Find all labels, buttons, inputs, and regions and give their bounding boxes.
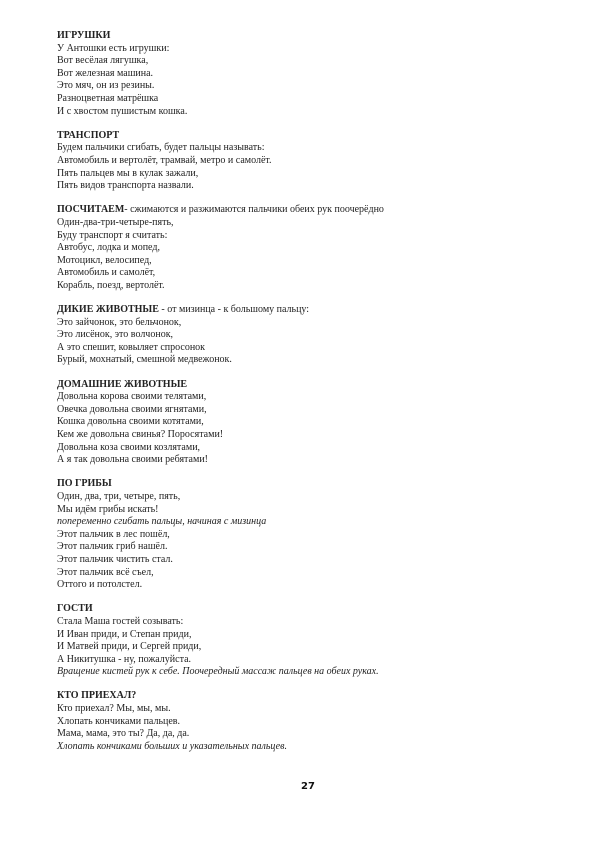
verse-line: Довольна корова своими телятами, [57,391,207,403]
verse-line: Это лисёнок, это волчонок, [57,329,174,341]
verse-line: Овечка довольна своими ягнятами, [57,403,207,415]
rhyme-section [57,379,557,467]
verse-line: Мама, мама, это ты? Да, да, да. [57,728,190,740]
verse-line: Пять видов транспорта назвали. [57,180,194,192]
section-heading: ДИКИЕ ЖИВОТНЫЕ [57,304,159,316]
verse-line: Кем же довольна свинья? Поросятами! [57,429,224,440]
section-title-line [57,30,557,43]
verse-line: Это зайчонок, это бельчонок, [57,316,182,328]
section-title-line [57,478,557,491]
section-heading: ТРАНСПОРТ [57,129,120,141]
instruction-line: Хлопать кончиками больших и указательных пальцев. [57,740,287,752]
verse-line: Один, два, три, четыре, пять, [57,490,181,502]
verse-line: Этот пальчик чистить стал. [57,553,173,565]
verse-line: Пять пальцев мы в кулак зажали, [57,167,199,179]
rhyme-section [57,304,557,367]
verse-line: Автобус, лодка и мопед, [57,242,160,254]
section-title-line [57,130,557,143]
verse-line: Автомобиль и вертолёт, трамвай, метро и самолёт. [57,154,272,166]
section-title-line [57,204,557,217]
rhyme-section [57,478,557,591]
rhyme-section [57,690,557,753]
rhyme-section [57,130,557,193]
verse-line: Этот пальчик в лес пошёл, [57,528,170,540]
verse-line: Бурый, мохнатый, смешной медвежонок. [57,354,232,366]
section-heading: ПОСЧИТАЕМ [57,204,125,216]
verse-line: Кто приехал? Мы, мы, мы. [57,703,171,715]
section-heading: ИГРУШКИ [57,30,111,41]
verse-line: Довольна коза своими козлятами, [57,441,201,453]
section-title-line [57,304,557,317]
verse-line: А Никитушка - ну, пожалуйста. [57,653,192,665]
instruction-line: Вращение кистей рук к себе. Поочередный массаж пальцев на обеих руках. [57,666,379,678]
verse-line: Будем пальчики сгибать, будет пальцы называть: [57,142,265,154]
page-number: 27 [301,781,315,792]
rhyme-section [57,603,557,679]
section-title-line [57,690,557,703]
verse-line: Это мяч, он из резины. [57,80,155,92]
verse-line: Автомобиль и самолёт, [57,267,156,279]
verse-line: Оттого и потолстел. [57,579,143,591]
verse-line: Мы идём грибы искать! [57,503,159,515]
verse-line: Один-два-три-четыре-пять, [57,216,174,228]
verse-line: И с хвостом пушистым кошка. [57,105,188,117]
verse-line: Этот пальчик всё съел, [57,566,154,578]
section-instruction: - от мизинца - к большому пальцу: [158,304,310,316]
verse-line: Вот железная машина. [57,67,154,79]
rhyme-section [57,30,557,118]
verse-line: Буду транспорт я считать: [57,229,168,241]
document-page [57,30,557,765]
verse-line: Мотоцикл, велосипед, [57,254,152,266]
verse-line: Вот весёлая лягушка, [57,55,149,67]
verse-line: Стала Маша гостей созывать: [57,615,184,627]
section-title-line [57,379,557,392]
verse-line: А это спешит, ковыляет спросонок [57,341,206,353]
verse-line: Корабль, поезд, вертолёт. [57,279,165,291]
section-heading: ГОСТИ [57,603,93,615]
section-heading: ДОМАШНИЕ ЖИВОТНЫЕ [57,378,188,390]
section-title-line [57,603,557,616]
section-heading: КТО ПРИЕХАЛ? [57,690,137,702]
verse-line: А я так довольна своими ребятами! [57,454,209,466]
section-heading: ПО ГРИБЫ [57,478,112,490]
instruction-line: попеременно сгибать пальцы, начиная с мизинца [57,516,267,528]
verse-line: Хлопать кончиками пальцев. [57,715,181,727]
verse-line: Этот пальчик гриб нашёл. [57,541,168,553]
section-instruction: - сжимаются и разжимаются пальчики обеих рук поочерёдно [124,204,384,216]
verse-line: Кошка довольна своими котятами, [57,416,204,428]
verse-line: У Антошки есть игрушки: [57,42,170,54]
verse-line: И Иван приди, и Степан приди, [57,628,192,640]
verse-line: Разноцветная матрёшка [57,92,159,104]
rhyme-section [57,204,557,292]
verse-line: И Матвей приди, и Сергей приди, [57,641,202,653]
